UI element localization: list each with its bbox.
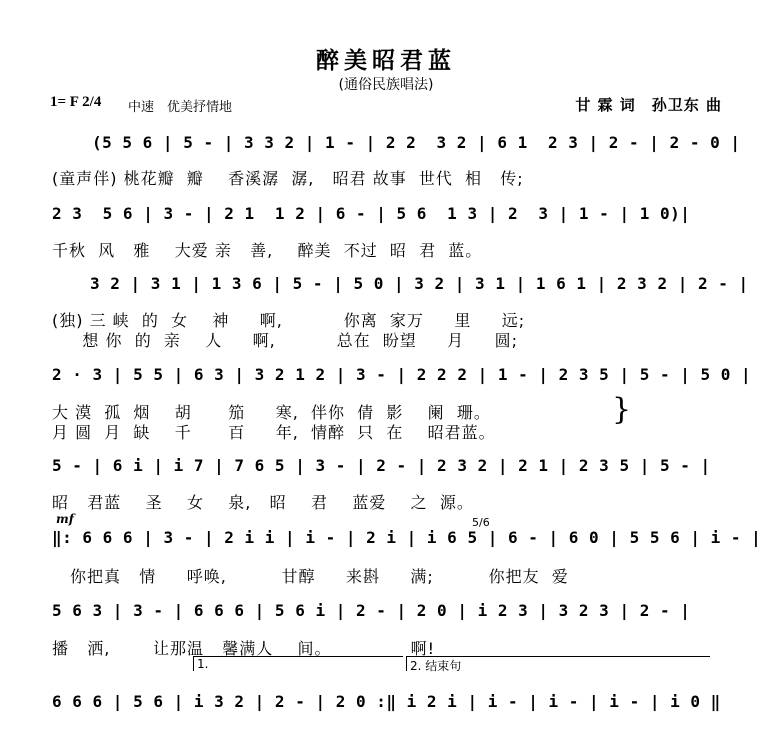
grace-note: 5/6 <box>472 516 490 529</box>
score-line-2: 2 3 5 6 | 3 - | 2 1 1 2 | 6 - | 5 6 1 3 | 2 3 | 1 - | 1 0)| <box>52 204 691 223</box>
lyric-line-7: 播 洒, 让那温 馨满人 间。 啊! <box>52 639 436 658</box>
key-signature: 1= F 2/4 <box>50 94 102 110</box>
first-ending-bracket: 1. <box>193 656 403 671</box>
score-line-3: 3 2 | 3 1 | 1 3 6 | 5 - | 5 0 | 3 2 | 3 1 | 1 6 1 | 2 3 2 | 2 - | <box>90 274 749 293</box>
score-line-7: 5 6 3 | 3 - | 6 6 6 | 5 6 i | 2 - | 2 0 | i 2 3 | 3 2 3 | 2 - | <box>52 601 691 620</box>
score-line-4: 2 · 3 | 5 5 | 6 3 | 3 2 1 2 | 3 - | 2 2 2 | 1 - | 2 3 5 | 5 - | 5 0 | <box>52 365 752 384</box>
lyric-line-4a: 大 漠 孤 烟 胡 笳 寒, 伴你 倩 影 阑 珊。 <box>52 403 491 422</box>
song-title: 醉美昭君蓝 <box>316 47 456 74</box>
score-line-5: 5 - | 6 i | i 7 | 7 6 5 | 3 - | 2 - | 2 3 2 | 2 1 | 2 3 5 | 5 - | <box>52 456 711 475</box>
tempo-marking: 中速 优美抒情地 <box>128 100 233 115</box>
lyricist-composer-credits: 甘 霖 词 孙卫东 曲 <box>575 96 722 114</box>
dynamic-marking: mf <box>56 512 74 526</box>
lyric-line-3b: 想 你 的 亲 人 啊, 总在 盼望 月 圆; <box>52 331 519 350</box>
score-line-1: (5 5 6 | 5 - | 3 3 2 | 1 - | 2 2 3 2 | 6 1 2 3 | 2 - | 2 - 0 | <box>92 133 741 152</box>
song-subtitle: (通俗民族唱法) <box>338 77 434 93</box>
lyric-line-6: 你把真 情 呼唤, 甘醇 来斟 满; 你把友 爱 <box>70 567 569 586</box>
lyric-brace: } <box>612 392 632 427</box>
lyric-line-1: (童声伴) 桃花瓣 瓣 香溪潺 潺, 昭君 故事 世代 相 传; <box>52 169 524 188</box>
score-line-8: 6 6 6 | 5 6 | i 3 2 | 2 - | 2 0 :‖ i 2 i | i - | i - | i - | i 0 ‖ <box>52 692 721 711</box>
second-ending-bracket: 2. 结束句 <box>406 656 710 671</box>
lyric-line-4b: 月 圆 月 缺 千 百 年, 情醉 只 在 昭君蓝。 <box>52 423 496 442</box>
score-line-6: ‖: 6 6 6 | 3 - | 2 i i | i - | 2 i | i 6 5 | 6 - | 6 0 | 5 5 6 | i - | <box>52 528 762 547</box>
lyric-line-5: 昭 君蓝 圣 女 泉, 昭 君 蓝爱 之 源。 <box>52 493 474 512</box>
lyric-line-3a: (独) 三 峡 的 女 神 啊, 你离 家万 里 远; <box>52 311 526 330</box>
lyric-line-2: 千秋 风 雅 大爱 亲 善, 醉美 不过 昭 君 蓝。 <box>52 241 483 260</box>
